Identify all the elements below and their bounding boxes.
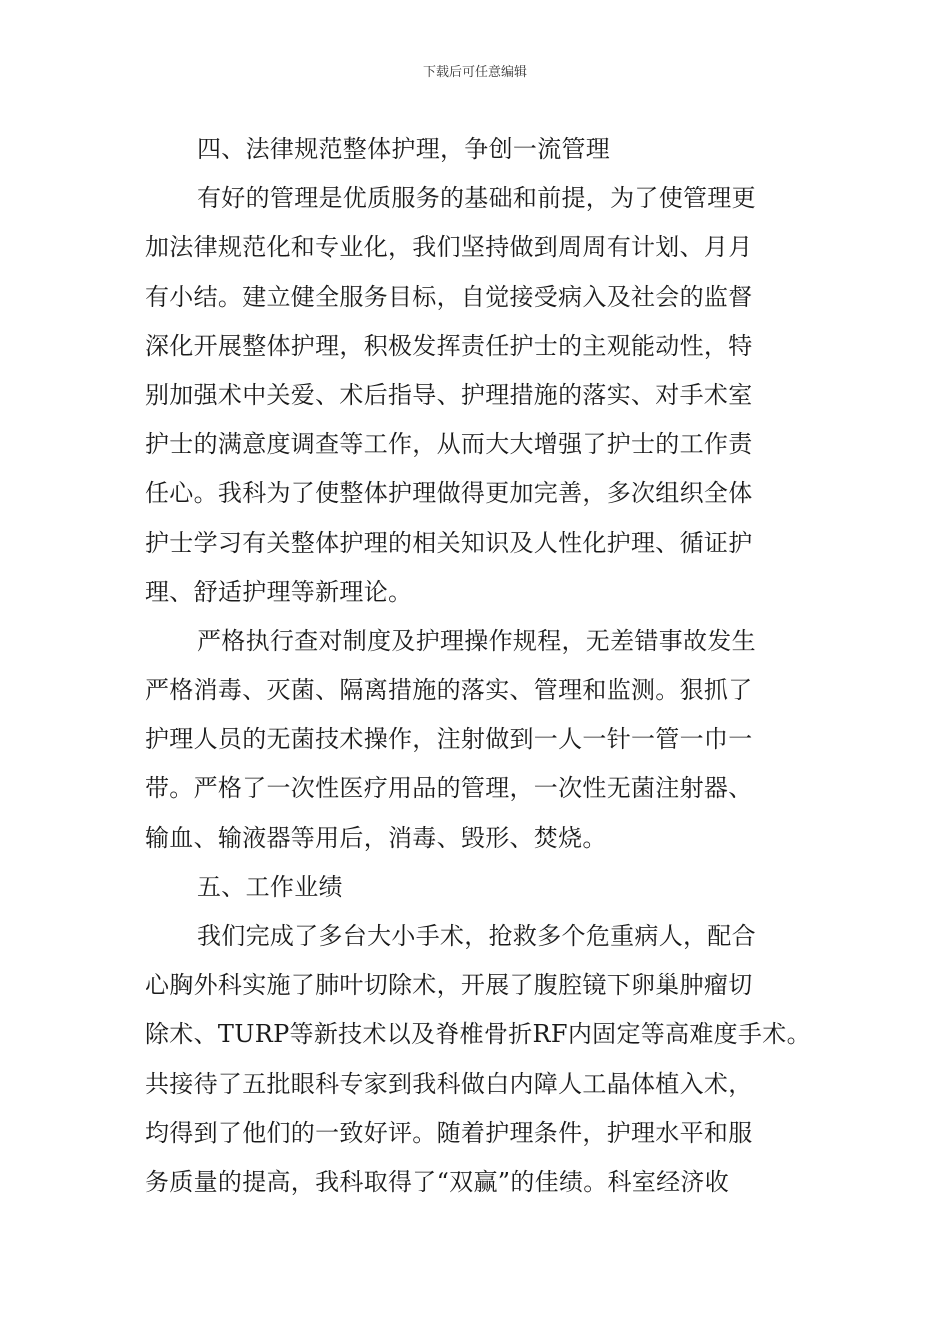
- paragraph-line: 严格消毒、灭菌、隔离措施的落实、管理和监测。狠抓了: [145, 676, 753, 705]
- paragraph-line: 护士的满意度调查等工作，从而大大增强了护士的工作责: [145, 430, 753, 459]
- section-heading-4: 四、法律规范整体护理，争创一流管理: [197, 135, 611, 163]
- paragraph-line: 均得到了他们的一致好评。随着护理条件，护理水平和服: [145, 1118, 753, 1147]
- paragraph-line: 有好的管理是优质服务的基础和前提，为了使管理更: [197, 184, 756, 213]
- paragraph-line: 别加强术中关爱、术后指导、护理措施的落实、对手术室: [145, 380, 753, 409]
- paragraph-line: 除术、TURP等新技术以及脊椎骨折RF内固定等高难度手术。: [145, 1020, 811, 1049]
- paragraph-line: 共接待了五批眼科专家到我科做白内障人工晶体植入术，: [145, 1069, 753, 1098]
- paragraph-line: 务质量的提高，我科取得了“双赢”的佳绩。科室经济收: [145, 1167, 730, 1196]
- paragraph-line: 护士学习有关整体护理的相关知识及人性化护理、循证护: [145, 528, 753, 557]
- paragraph-line: 理、舒适护理等新理论。: [145, 577, 413, 606]
- paragraph-line: 任心。我科为了使整体护理做得更加完善，多次组织全体: [145, 479, 753, 508]
- paragraph-line: 加法律规范化和专业化，我们坚持做到周周有计划、月月: [145, 233, 753, 262]
- paragraph-line: 护理人员的无菌技术操作，注射做到一人一针一管一巾一: [145, 725, 753, 754]
- paragraph-line: 我们完成了多台大小手术，抢救多个危重病人，配合: [197, 922, 756, 950]
- paragraph-line: 输血、输液器等用后，消毒、毁形、焚烧。: [145, 823, 607, 852]
- document-body: [145, 125, 845, 1207]
- paragraph-line: 严格执行查对制度及护理操作规程，无差错事故发生: [197, 626, 756, 655]
- section-heading-5: 五、工作业绩: [197, 872, 343, 901]
- paragraph-line: 带。严格了一次性医疗用品的管理，一次性无菌注射器、: [145, 774, 753, 803]
- header-note: 下载后可任意编辑: [422, 65, 527, 80]
- paragraph-line: 心胸外科实施了肺叶切除术，开展了腹腔镜下卵巢肿瘤切: [145, 971, 753, 1000]
- paragraph-line: 深化开展整体护理，积极发挥责任护士的主观能动性，特: [145, 331, 753, 360]
- paragraph-line: 有小结。建立健全服务目标，自觉接受病入及社会的监督: [145, 282, 753, 311]
